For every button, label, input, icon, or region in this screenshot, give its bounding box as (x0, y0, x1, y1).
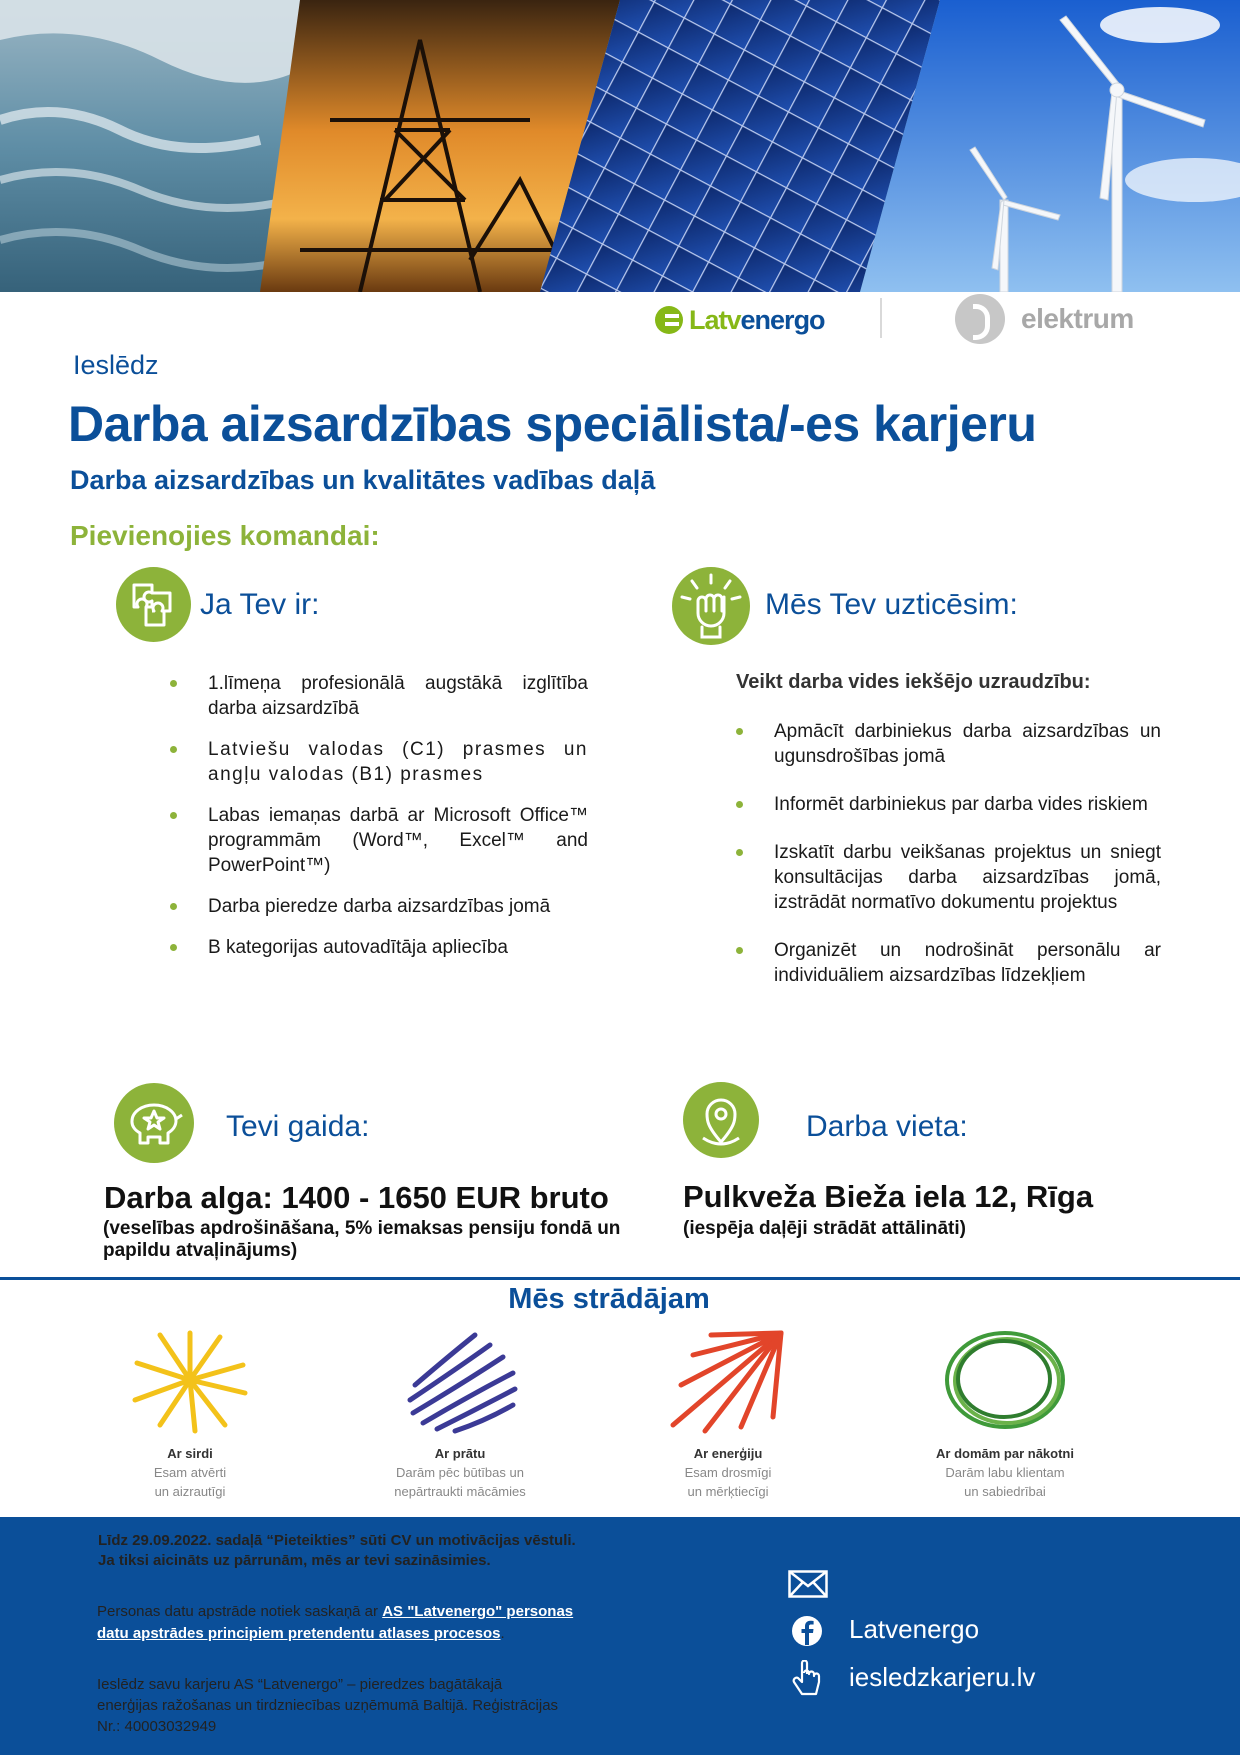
logo-latvenergo-text-green: Latv (689, 304, 741, 335)
location-title: Darba vieta: (806, 1110, 968, 1143)
value-desc-line: Darām pēc būtības un (396, 1465, 524, 1480)
waves-purple-icon (395, 1325, 525, 1435)
website-link[interactable]: iesledzkarjeru.lv (849, 1662, 1036, 1692)
apply-line: Līdz 29.09.2022. sadaļā “Pieteikties” sūti CV un motivācijas vēstuli. (98, 1532, 576, 1549)
rays-red-icon (663, 1325, 793, 1435)
value-future (875, 1325, 1135, 1499)
list-item: 1.līmeņa profesionālā augstākā izglītība darba aizsardzībā (170, 671, 588, 721)
join-heading: Pievienojies komandai: (70, 520, 380, 551)
privacy-text: . (500, 1625, 505, 1642)
value-desc-line: un aizrautīgi (154, 1484, 226, 1499)
value-desc-line: Darām labu klientam (945, 1465, 1065, 1480)
rings-green-icon (940, 1325, 1070, 1435)
facebook-icon[interactable] (791, 1615, 823, 1652)
offer-title: Tevi gaida: (226, 1110, 370, 1143)
company-about (97, 1674, 617, 1737)
value-title: Ar enerģiju (693, 1446, 763, 1461)
latvenergo-logo (655, 298, 825, 342)
address-note: (iespēja daļēji strādāt attālināti) (683, 1218, 966, 1239)
values-title: Mēs strādājam (508, 1283, 710, 1315)
logo-elektrum-text: elektrum (1021, 303, 1134, 334)
pointer-hand-icon[interactable] (792, 1660, 822, 1703)
privacy-notice (97, 1601, 573, 1645)
privacy-text: Personas datu apstrāde notiek saskaņā ar (97, 1603, 383, 1620)
about-line: enerģijas ražošanas un tirdzniecības uzņēmumā Baltijā. Reģistrācijas (97, 1697, 559, 1714)
apply-instructions (98, 1531, 576, 1571)
value-desc-line: Esam drosmīgi (684, 1465, 772, 1480)
address-text: Pulkveža Bieža iela 12, Rīga (683, 1179, 1094, 1214)
logo-divider (880, 298, 882, 338)
value-mind (330, 1325, 590, 1499)
duties-title: Mēs Tev uzticēsim: (765, 588, 1018, 621)
location-pin-icon (683, 1082, 759, 1158)
page-subtitle: Darba aizsardzības un kvalitātes vadības daļā (70, 465, 656, 495)
logo-latvenergo-text-blue: energo (740, 304, 825, 335)
value-title: Ar sirdi (167, 1446, 213, 1461)
about-line: Ieslēdz savu karjeru AS “Latvenergo” – pieredzes bagātākajā (97, 1676, 503, 1693)
apply-line: Ja tiksi aicināts uz pārrunām, mēs ar tevi sazināsimies. (98, 1552, 491, 1569)
latvenergo-mark-icon (655, 306, 683, 334)
list-item: Organizēt un nodrošināt personālu ar individuāliem aizsardzības līdzekļiem (736, 938, 1161, 988)
list-item: Labas iemaņas darbā ar Microsoft Office™ programmām (Word™, Excel™ and PowerPoint™) (170, 803, 588, 878)
value-desc-line: nepārtraukti mācāmies (394, 1484, 526, 1499)
about-line: Nr.: 40003032949 (97, 1718, 217, 1735)
value-desc-line: un mērķtiecīgi (687, 1484, 769, 1499)
heading-pre: Ieslēdz (73, 350, 159, 380)
value-energy (598, 1325, 858, 1499)
facebook-link[interactable]: Latvenergo (849, 1614, 980, 1644)
value-title: Ar domām par nākotni (936, 1446, 1074, 1461)
email-icon[interactable] (788, 1570, 828, 1603)
value-desc-line: Esam atvērti (153, 1465, 227, 1480)
list-item: B kategorijas autovadītāja apliecība (170, 935, 588, 960)
list-item: Latviešu valodas (C1) prasmes un angļu valodas (B1) prasmes (170, 737, 588, 787)
sunburst-yellow-icon (125, 1325, 255, 1435)
requirements-list (170, 671, 588, 976)
list-item: Informēt darbiniekus par darba vides riskiem (736, 792, 1161, 817)
privacy-policy-link-cont[interactable]: datu apstrādes principiem pretendentu atlases procesos (97, 1625, 501, 1642)
privacy-policy-link[interactable]: AS "Latvenergo" personas (382, 1603, 574, 1620)
raised-fist-icon (672, 567, 750, 645)
elektrum-mark-icon (955, 294, 1005, 344)
list-item: Darba pieredze darba aizsardzības jomā (170, 894, 588, 919)
value-desc-line: un sabiedrībai (964, 1484, 1046, 1499)
salary-note: (veselības apdrošināšana, 5% iemaksas pensiju fondā un papildu atvaļinājums) (103, 1218, 621, 1261)
list-item: Apmācīt darbiniekus darba aizsardzības un ugunsdrošības jomā (736, 719, 1161, 769)
value-heart (60, 1325, 320, 1499)
elektrum-logo (955, 293, 1134, 345)
page-title: Darba aizsardzības speciālista/-es karjeru (68, 396, 1037, 452)
section-divider (0, 1277, 1240, 1280)
duties-intro: Veikt darba vides iekšējo uzraudzību: (736, 671, 1091, 693)
header-photo-banner (0, 0, 1240, 292)
requirements-title: Ja Tev ir: (200, 588, 320, 621)
piggy-bank-icon (114, 1083, 194, 1163)
list-item: Izskatīt darbu veikšanas projektus un sniegt konsultācijas darba aizsardzības jomā, izstrādāt normatīvo dokumentu projektus (736, 840, 1161, 915)
energy-collage-image (0, 0, 1240, 292)
salary-text: Darba alga: 1400 - 1650 EUR bruto (104, 1180, 609, 1215)
value-title: Ar prātu (434, 1446, 486, 1461)
duties-list (736, 719, 1161, 1011)
puzzle-icon (116, 567, 191, 642)
